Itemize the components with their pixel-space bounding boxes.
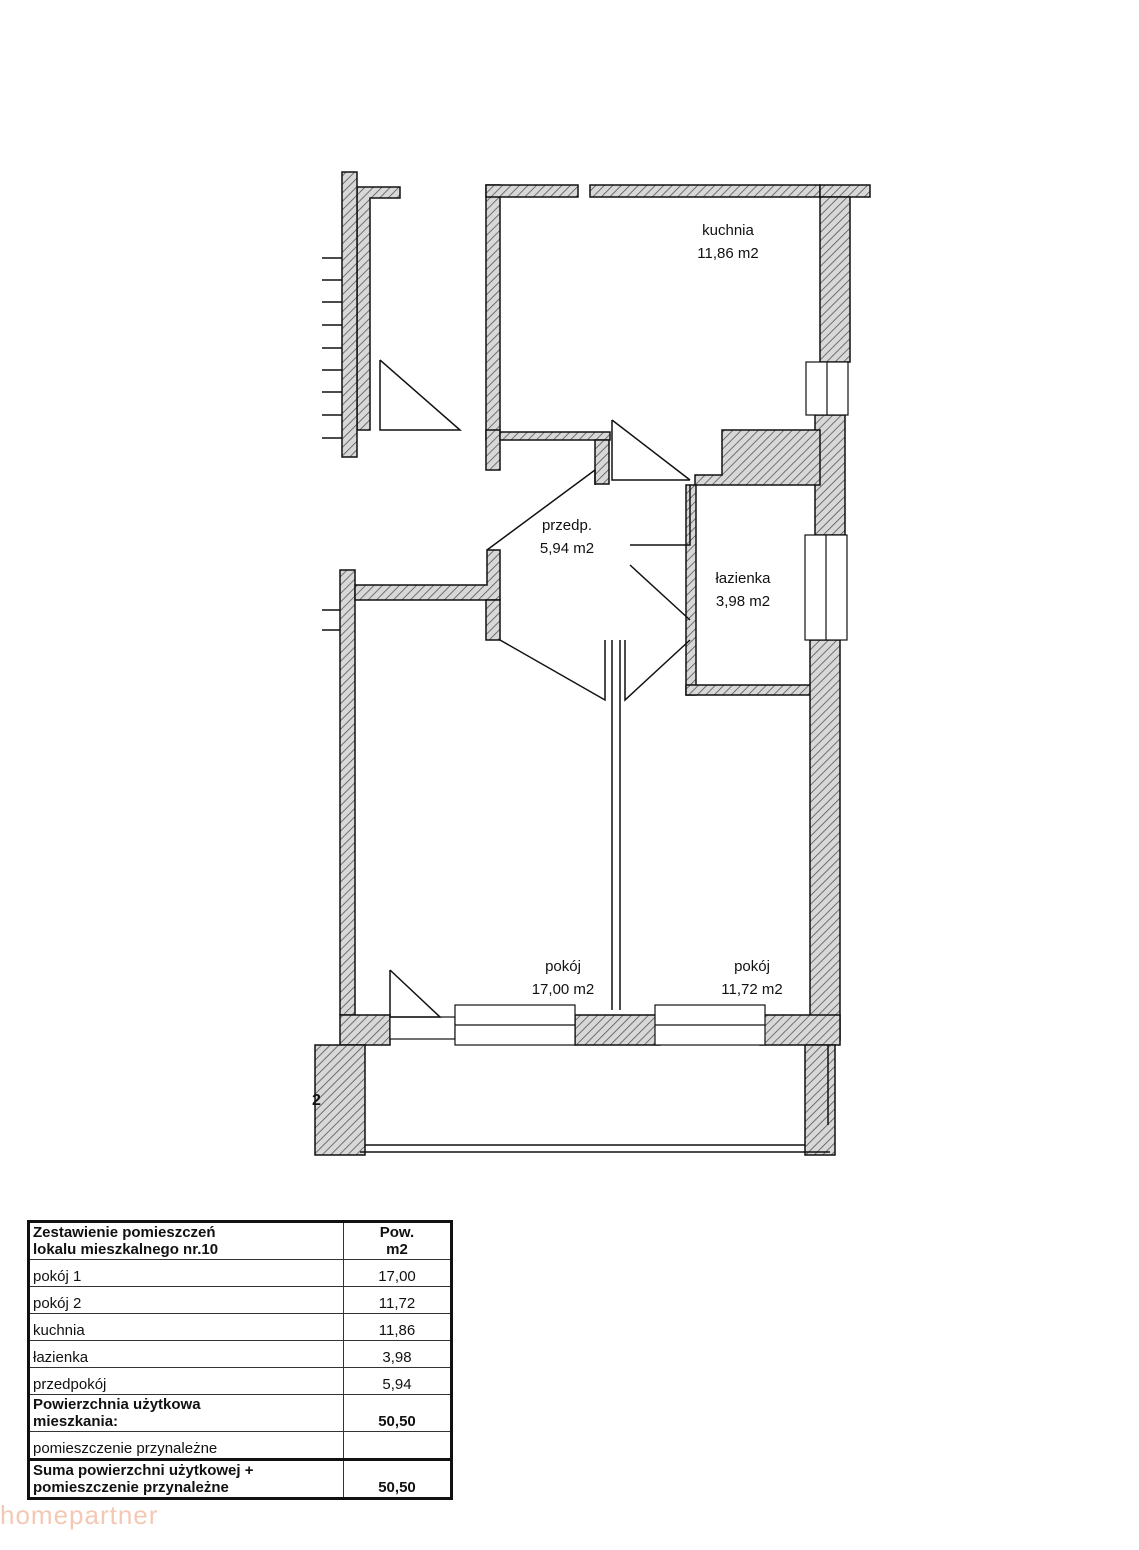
door-entry [380, 360, 460, 430]
wall-kitchen-door-jamb [595, 440, 609, 484]
wall-left-lower-top [355, 550, 500, 600]
total-label-line2: pomieszczenie przynależne [33, 1479, 229, 1496]
auxiliary-value [344, 1432, 452, 1460]
room2-name: pokój [734, 958, 770, 975]
wall-bottom-b [575, 1015, 660, 1045]
wall-right-upper [820, 197, 850, 362]
stair-ticks [322, 258, 342, 438]
row-label: pokój 1 [29, 1260, 344, 1287]
auxiliary-row [29, 1432, 452, 1460]
row-label: pokój 2 [29, 1287, 344, 1314]
table-header-title-line1: Zestawienie pomieszczeń [33, 1224, 216, 1241]
row-label: przedpokój [29, 1368, 344, 1395]
wall-kitchen-left [486, 185, 500, 440]
door-bathroom [630, 485, 690, 545]
total-label [29, 1460, 344, 1499]
room2-area: 11,72 m2 [721, 981, 783, 998]
wall-right-lower [810, 640, 840, 1040]
walls [315, 172, 870, 1155]
hall-area: 5,94 m2 [539, 540, 595, 557]
door-hall-left [487, 470, 595, 550]
total-row [29, 1460, 452, 1499]
table-header-area [344, 1222, 452, 1260]
hall-name: przedp. [541, 517, 593, 534]
wall-kitchen-top-b [590, 185, 820, 197]
wall-hall-mid [486, 600, 500, 640]
wall-hall-left-top [486, 430, 500, 470]
door-room2 [625, 640, 690, 700]
row-value: 11,72 [344, 1287, 452, 1314]
door-balcony [390, 970, 440, 1017]
marker-label: 2 [312, 1092, 321, 1109]
room-labels [312, 222, 783, 1109]
wall-bath-left [686, 485, 696, 695]
wall-left-lower [340, 570, 355, 1015]
row-label: łazienka [29, 1341, 344, 1368]
total-value: 50,50 [344, 1460, 452, 1499]
row-label: kuchnia [29, 1314, 344, 1341]
usable-area-label [29, 1395, 344, 1432]
table-header-row [29, 1222, 452, 1260]
wall-kitchen-top-c [820, 185, 870, 197]
wall-balcony-right [805, 1045, 835, 1155]
kitchen-area: 11,86 m2 [697, 245, 759, 262]
table-header-area-line1: Pow. [379, 1224, 415, 1241]
kitchen-name: kuchnia [702, 222, 754, 239]
room1-name: pokój [545, 958, 581, 975]
row-value: 5,94 [344, 1368, 452, 1395]
table-row [29, 1341, 452, 1368]
usable-area-row [29, 1395, 452, 1432]
door-room1 [500, 640, 605, 700]
table-header-area-line2: m2 [386, 1241, 408, 1258]
table-row [29, 1314, 452, 1341]
row-value: 3,98 [344, 1341, 452, 1368]
usable-area-label-line1: Powierzchnia użytkowa [33, 1396, 201, 1413]
wall-bottom-a [340, 1015, 390, 1045]
watermark-logo: homepartner [0, 1500, 159, 1530]
area-summary-table [27, 1220, 453, 1500]
usable-area-label-line2: mieszkania: [33, 1413, 119, 1430]
wall-balcony-left [315, 1045, 365, 1155]
window-room1-a [390, 1017, 455, 1039]
wall-hall-door-jamb [500, 432, 610, 440]
room1-area: 17,00 m2 [531, 981, 595, 998]
wall-kitchen-bath [695, 430, 820, 485]
usable-area-value: 50,50 [344, 1395, 452, 1432]
wall-kitchen-top-a [486, 185, 578, 197]
wall-left-upper [342, 172, 357, 457]
bathroom-area: 3,98 m2 [715, 593, 771, 610]
bathroom-name: łazienka [715, 570, 771, 587]
table-header-title [29, 1222, 344, 1260]
table-row [29, 1287, 452, 1314]
wall-bottom-c [760, 1015, 840, 1045]
wall-top-left-stub [357, 187, 400, 430]
wall-bath-bottom [686, 685, 811, 695]
row-value: 11,86 [344, 1314, 452, 1341]
table-header-title-line2: lokalu mieszkalnego nr.10 [33, 1241, 219, 1258]
row-value: 17,00 [344, 1260, 452, 1287]
auxiliary-label: pomieszczenie przynależne [29, 1432, 344, 1460]
total-label-line1: Suma powierzchni użytkowej + [33, 1462, 254, 1479]
table-row [29, 1368, 452, 1395]
table-row [29, 1260, 452, 1287]
